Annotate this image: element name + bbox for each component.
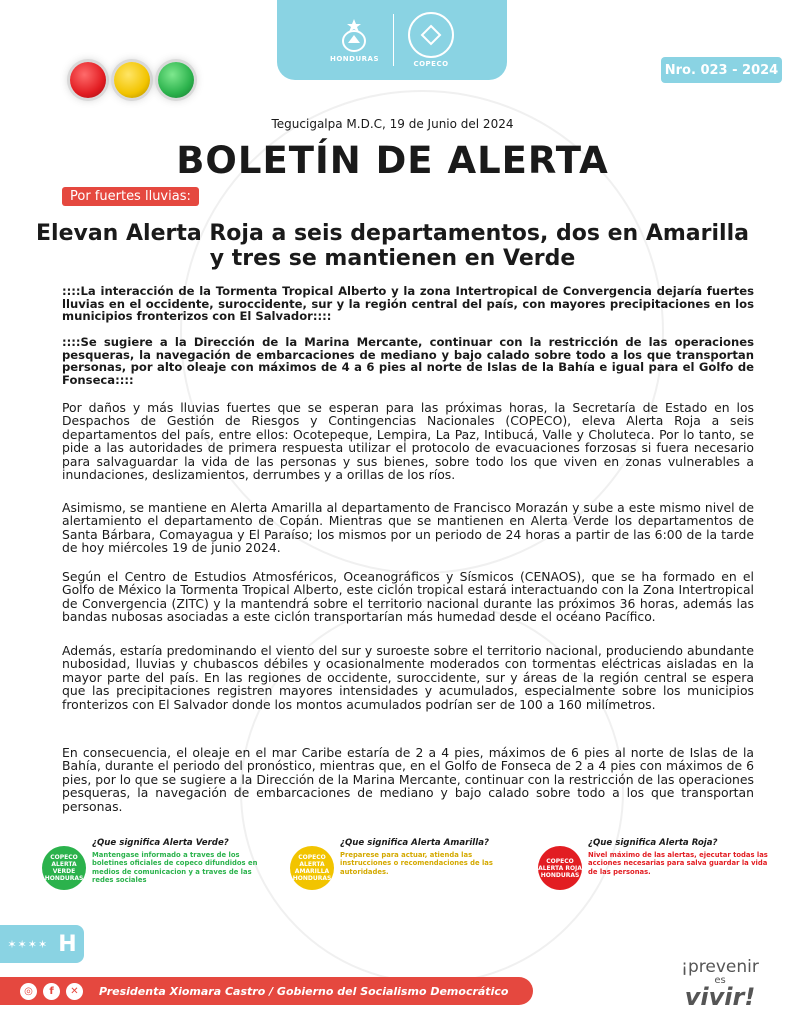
legend-red (538, 838, 768, 890)
coat-of-arms-icon (339, 17, 369, 53)
copeco-logo (408, 12, 454, 68)
copeco-seal-icon (408, 12, 454, 58)
page-title: BOLETÍN DE ALERTA (176, 139, 609, 182)
instagram-icon[interactable]: ◎ (20, 983, 37, 1000)
facebook-icon[interactable]: f (43, 983, 60, 1000)
honduras-logo (330, 17, 379, 63)
body-paragraph: Por daños y más lluvias fuertes que se esperan para las próximas horas, la Secretaría de Estado en los Despachos de Gestión de Riesgos y Contingencias Nacionales (COPECO), eleva Alerta Roja a seis departamentos del país, entre ellos: Ocotepeque, Lempira, La Paz, Intibucá, Valle y Choluteca. Por lo tanto, se pide a las autoridades de primera respuesta utilizar el protocolo de evacuaciones forzosas si fuera necesario para salvaguardar la vida de las personas y sus bienes, sobre todo los que viven en zonas vulnerables a inundaciones, deslizamientos, derrumbes y a orillas de los ríos. (62, 400, 754, 483)
red-light-icon (70, 62, 106, 98)
stars-icon: ✶✶✶✶ (7, 937, 49, 951)
body-paragraph: En consecuencia, el oleaje en el mar Caribe estaría de 2 a 4 pies, máximos de 6 pies al norte de Islas de la Bahía, durante el periodo del pronóstico, mientras que, en el Golfo de Fonseca de 2 a 4 pies con máximos de 6 pies, por lo que se sugiere a la Dirección de la Marina Mercante, continuar con la restricción de las operaciones pesqueras, la navegación de embarcaciones de mediano y bajo calado sobre todo a los que transportan personas. (62, 745, 754, 814)
slogan-line-2: es (714, 975, 726, 986)
h-logo-icon: H (58, 931, 77, 957)
slogan-line-1: ¡prevenir (681, 957, 759, 977)
red-alert-badge-icon: COPECO ALERTA ROJA HONDURAS (538, 846, 582, 890)
legend-question: ¿Que significa Alerta Verde? (92, 838, 229, 848)
legend-green (42, 838, 262, 890)
legend-yellow (290, 838, 510, 890)
traffic-lights (70, 62, 194, 98)
copeco-logo-label: COPECO (413, 60, 449, 68)
bulletin-number-badge: Nro. 023 - 2024 (661, 57, 782, 83)
lead-paragraph-2: ::::Se sugiere a la Dirección de la Marina Mercante, continuar con la restricción de las operaciones pesqueras, la navegación de embarcaciones de mediano y bajo calado sobre todo a los que transportan personas, por alto oleaje con máximos de 4 a 6 pies al norte de Islas de la Bahía e igual para el Golfo de Fonseca:::: (62, 335, 754, 387)
body-paragraph: Según el Centro de Estudios Atmosféricos, Oceanográficos y Sísmicos (CENAOS), que se ha formado en el Golfo de México la Tormenta Tropical Alberto, este ciclón tropical estará interactuando con la Zona Intertropical de Convergencia (ZITC) y la mantendrá sobre el territorio nacional durante las próximos 36 horas, además las bandas nubosas asociadas a este ciclón transportarían más humedad desde el océano Pacífico. (62, 569, 754, 625)
slogan (670, 958, 770, 1009)
honduras-logo-label: HONDURAS (329, 55, 379, 63)
legend-question: ¿Que significa Alerta Roja? (588, 838, 718, 848)
body-paragraph: Además, estaría predominando el viento del sur y suroeste sobre el territorio nacional, produciendo abundante nubosidad, lluvias y chubascos débiles y ocasionalmente moderados con tormentas eléctricas aisladas en la mayor parte del país. En las regiones de occidente, suroccidente, sur y áreas de la región central se espera que las precipitaciones registren mayores intensidades y acumulados, especialmente sobre los municipios fronterizos con El Salvador donde los montos acumulados podrían ser de 100 a 160 milímetros. (62, 643, 754, 712)
yellow-alert-badge-icon: COPECO ALERTA AMARILLA HONDURAS (290, 846, 334, 890)
footer-text: Presidenta Xiomara Castro / Gobierno del Socialismo Democrático (99, 984, 509, 998)
headline: Elevan Alerta Roja a seis departamentos, dos en Amarilla y tres se mantienen en Verde (36, 221, 749, 271)
legend-answer: Mantengase informado a traves de los boletines oficiales de copeco difundidos en medios de comunicacion y a traves de las redes sociales (92, 851, 258, 884)
header-logos (277, 0, 507, 80)
slogan-line-3: vivir! (684, 983, 756, 1011)
reason-tag: Por fuertes lluvias: (62, 187, 199, 206)
green-alert-badge-icon: COPECO ALERTA VERDE HONDURAS (42, 846, 86, 890)
yellow-light-icon (114, 62, 150, 98)
footer-bar (0, 977, 533, 1005)
x-icon[interactable]: ✕ (66, 983, 83, 1000)
green-light-icon (158, 62, 194, 98)
legend-answer: Nivel máximo de las alertas, ejecutar todas las acciones necesarias para salva guardar la vida de las personas. (588, 851, 768, 876)
header-divider (393, 14, 394, 66)
body-paragraph: Asimismo, se mantiene en Alerta Amarilla al departamento de Francisco Morazán y sube a este mismo nivel de alertamiento el departamento de Copán. Mientras que se mantienen en Alerta Verde los departamentos de Santa Bárbara, Comayagua y El Paraíso; los mismos por un periodo de 24 horas a partir de las 6:00 de la tarde de hoy miércoles 19 de junio 2024. (62, 500, 754, 556)
lead-paragraph-1: ::::La interacción de la Tormenta Tropical Alberto y la zona Intertropical de Convergencia dejaría fuertes lluvias en el occidente, suroccidente, sur y la región central del país, con mayores precipitaciones en los municipios fronterizos con El Salvador:::: (62, 284, 754, 323)
legend-answer: Preparese para actuar, atienda las instrucciones o recomendaciones de las autoridades. (340, 851, 493, 876)
legend-question: ¿Que significa Alerta Amarilla? (340, 838, 489, 848)
place-date: Tegucigalpa M.D.C, 19 de Junio del 2024 (271, 117, 514, 131)
honduras-h-tab (0, 925, 84, 963)
